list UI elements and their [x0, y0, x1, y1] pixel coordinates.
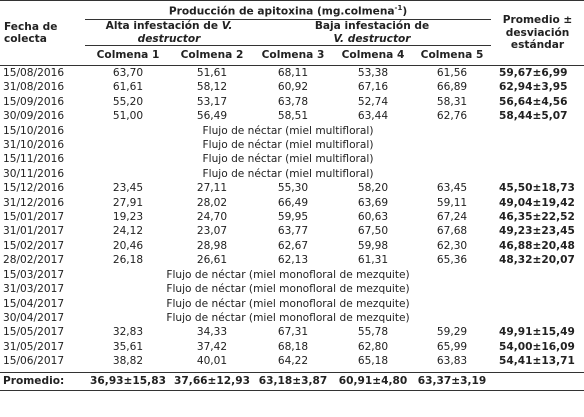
nectar-flow-row	[0, 282, 584, 296]
collection-date-cell: 31/12/2016	[3, 196, 65, 209]
colony-5-value: 63,83	[436, 355, 468, 368]
colony-1-value: 19,23	[112, 211, 144, 224]
average-stdev-value: 58,44±5,07	[499, 110, 568, 123]
table-header	[0, 1, 584, 66]
average-empty-cell	[491, 167, 584, 181]
table-row	[0, 325, 584, 339]
collection-date-cell: 15/08/2016	[3, 67, 65, 79]
colony-3-value: 58,51	[277, 110, 309, 123]
average-empty-cell	[491, 152, 584, 166]
average-stdev-value: 46,35±22,52	[499, 211, 575, 224]
colony-5-value: 63,45	[436, 182, 468, 195]
table-row	[0, 196, 584, 210]
colony-3-value: 68,18	[277, 340, 309, 353]
collection-date-cell: 31/03/2017	[3, 283, 65, 296]
nectar-flow-note: Flujo de néctar (miel multifloral)	[202, 153, 374, 166]
colony-1-header: Colmena 1	[96, 49, 160, 62]
colony-2-value: 28,02	[196, 196, 228, 209]
collection-date-cell: 31/01/2017	[3, 225, 65, 238]
colony-2-value: 28,98	[196, 239, 228, 252]
colony-4-value: 67,16	[357, 81, 389, 94]
production-group-header: Producción de apitoxina (mg.colmena$^{-1}$)	[85, 1, 491, 20]
colony-1-value: 27,91	[112, 196, 144, 209]
average-footer-row	[0, 372, 584, 390]
colony-3-value: 67,31	[277, 326, 309, 339]
high-infestation-header: Alta infestación de V. destructor	[85, 20, 253, 46]
colony-1-value: 61,61	[112, 81, 144, 94]
collection-date-cell: 15/10/2016	[3, 124, 65, 137]
footer-colony-2: 37,66±12,93	[174, 374, 250, 387]
average-stdev-value: 49,04±19,42	[499, 196, 575, 209]
nectar-flow-row	[0, 167, 584, 181]
colony-4-value: 63,69	[357, 196, 389, 209]
colony-4-value: 65,18	[357, 355, 389, 368]
colony-1-value: 63,70	[112, 67, 144, 79]
colony-3-value: 62,13	[277, 254, 309, 267]
colony-2-value: 24,70	[196, 211, 228, 224]
collection-date-cell: 15/06/2017	[3, 355, 65, 368]
collection-date-cell: 15/04/2017	[3, 297, 65, 310]
colony-1-value: 55,20	[112, 95, 144, 108]
colony-4-value: 58,20	[357, 182, 389, 195]
footer-colony-5: 63,37±3,19	[417, 374, 487, 387]
average-stdev-value: 59,67±6,99	[499, 67, 568, 79]
colony-3-value: 55,30	[277, 182, 309, 195]
table-row	[0, 181, 584, 195]
colony-2-value: 26,61	[196, 254, 228, 267]
table-row	[0, 340, 584, 354]
table-row	[0, 80, 584, 94]
colony-5-value: 59,29	[436, 326, 468, 339]
colony-5-value: 59,11	[436, 196, 468, 209]
collection-date-cell: 15/11/2016	[3, 153, 65, 166]
colony-3-value: 68,11	[277, 67, 309, 79]
collection-date-cell: 15/12/2016	[3, 182, 65, 195]
colony-4-value: 59,98	[357, 239, 389, 252]
colony-4-value: 62,80	[357, 340, 389, 353]
nectar-flow-row	[0, 268, 584, 282]
colony-4-header: Colmena 4	[341, 49, 405, 62]
nectar-flow-row	[0, 311, 584, 325]
nectar-flow-note: Flujo de néctar (miel multifloral)	[202, 139, 374, 152]
collection-date-cell: 30/11/2016	[3, 167, 65, 180]
colony-5-value: 67,24	[436, 211, 468, 224]
colony-3-value: 59,95	[277, 211, 309, 224]
colony-5-value: 62,30	[436, 239, 468, 252]
nectar-flow-note: Flujo de néctar (miel multifloral)	[202, 167, 374, 180]
colony-5-value: 65,36	[436, 254, 468, 267]
average-empty-cell	[491, 311, 584, 325]
colony-5-value: 58,31	[436, 95, 468, 108]
footer-colony-4: 60,91±4,80	[338, 374, 408, 387]
table-row	[0, 210, 584, 224]
collection-date-cell: 15/09/2016	[3, 95, 65, 108]
colony-2-value: 34,33	[196, 326, 228, 339]
colony-3-value: 66,49	[277, 196, 309, 209]
low-infestation-header: Baja infestación de V. destructor	[253, 20, 491, 46]
collection-date-cell: 15/05/2017	[3, 326, 65, 339]
average-column-header: Promedio ± desviación estándar	[491, 1, 584, 66]
table-row	[0, 66, 584, 81]
average-stdev-value: 56,64±4,56	[499, 95, 568, 108]
average-stdev-value: 62,94±3,95	[499, 81, 568, 94]
collection-date-cell: 31/05/2017	[3, 340, 65, 353]
average-empty-cell	[491, 268, 584, 282]
colony-2-value: 27,11	[196, 182, 228, 195]
date-column-header: Fecha de colecta	[0, 1, 85, 66]
collection-date-cell: 31/10/2016	[3, 139, 65, 152]
colony-3-value: 63,78	[277, 95, 309, 108]
colony-2-value: 58,12	[196, 81, 228, 94]
table-row	[0, 239, 584, 253]
colony-3-value: 64,22	[277, 355, 309, 368]
colony-4-value: 52,74	[357, 95, 389, 108]
table-row	[0, 354, 584, 368]
table-row	[0, 224, 584, 238]
colony-5-header: Colmena 5	[420, 49, 484, 62]
average-empty-cell	[491, 297, 584, 311]
collection-date-cell: 15/03/2017	[3, 268, 65, 281]
average-stdev-value: 48,32±20,07	[499, 254, 575, 267]
average-stdev-value: 45,50±18,73	[499, 182, 575, 195]
colony-4-value: 53,38	[357, 67, 389, 79]
colony-1-value: 26,18	[112, 254, 144, 267]
colony-5-value: 65,99	[436, 340, 468, 353]
colony-2-header: Colmena 2	[180, 49, 244, 62]
colony-4-value: 67,50	[357, 225, 389, 238]
colony-3-value: 60,92	[277, 81, 309, 94]
average-stdev-value: 49,91±15,49	[499, 326, 575, 339]
collection-date-cell: 28/02/2017	[3, 254, 65, 267]
colony-1-value: 23,45	[112, 182, 144, 195]
footer-label: Promedio:	[3, 374, 65, 387]
colony-3-value: 62,67	[277, 239, 309, 252]
colony-4-value: 61,31	[357, 254, 389, 267]
colony-5-value: 62,76	[436, 110, 468, 123]
nectar-flow-row	[0, 138, 584, 152]
colony-2-value: 51,61	[196, 67, 228, 79]
table-row	[0, 109, 584, 123]
colony-1-value: 32,83	[112, 326, 144, 339]
table-row	[0, 253, 584, 267]
table-row	[0, 95, 584, 109]
nectar-flow-note: Flujo de néctar (miel monofloral de mezquite)	[166, 268, 410, 281]
colony-4-value: 55,78	[357, 326, 389, 339]
footer-colony-1: 36,93±15,83	[90, 374, 166, 387]
colony-2-value: 56,49	[196, 110, 228, 123]
average-stdev-value: 54,41±13,71	[499, 355, 575, 368]
colony-3-header: Colmena 3	[261, 49, 325, 62]
average-empty-cell	[491, 282, 584, 296]
table-body	[0, 66, 584, 369]
colony-1-value: 24,12	[112, 225, 144, 238]
colony-2-value: 23,07	[196, 225, 228, 238]
average-stdev-value: 54,00±16,09	[499, 340, 575, 353]
average-stdev-value: 49,23±23,45	[499, 225, 575, 238]
average-empty-cell	[491, 124, 584, 138]
colony-1-value: 35,61	[112, 340, 144, 353]
nectar-flow-row	[0, 124, 584, 138]
nectar-flow-row	[0, 297, 584, 311]
colony-4-value: 63,44	[357, 110, 389, 123]
nectar-flow-note: Flujo de néctar (miel monofloral de mezquite)	[166, 297, 410, 310]
colony-3-value: 63,77	[277, 225, 309, 238]
nectar-flow-note: Flujo de néctar (miel monofloral de mezquite)	[166, 311, 410, 324]
collection-date-cell: 30/09/2016	[3, 110, 65, 123]
colony-1-value: 51,00	[112, 110, 144, 123]
collection-date-cell: 31/08/2016	[3, 81, 65, 94]
average-empty-cell	[491, 138, 584, 152]
colony-5-value: 66,89	[436, 81, 468, 94]
colony-2-value: 40,01	[196, 355, 228, 368]
collection-date-cell: 30/04/2017	[3, 311, 65, 324]
average-stdev-value: 46,88±20,48	[499, 239, 575, 252]
colony-2-value: 37,42	[196, 340, 228, 353]
colony-1-value: 20,46	[112, 239, 144, 252]
footer-colony-3: 63,18±3,87	[258, 374, 328, 387]
collection-date-cell: 15/01/2017	[3, 211, 65, 224]
nectar-flow-row	[0, 152, 584, 166]
colony-5-value: 67,68	[436, 225, 468, 238]
colony-5-value: 61,56	[436, 67, 468, 79]
nectar-flow-note: Flujo de néctar (miel multifloral)	[202, 124, 374, 137]
colony-4-value: 60,63	[357, 211, 389, 224]
footer-empty-cell	[491, 372, 584, 390]
colony-2-value: 53,17	[196, 95, 228, 108]
colony-1-value: 38,82	[112, 355, 144, 368]
nectar-flow-note: Flujo de néctar (miel monofloral de mezquite)	[166, 283, 410, 296]
collection-date-cell: 15/02/2017	[3, 239, 65, 252]
